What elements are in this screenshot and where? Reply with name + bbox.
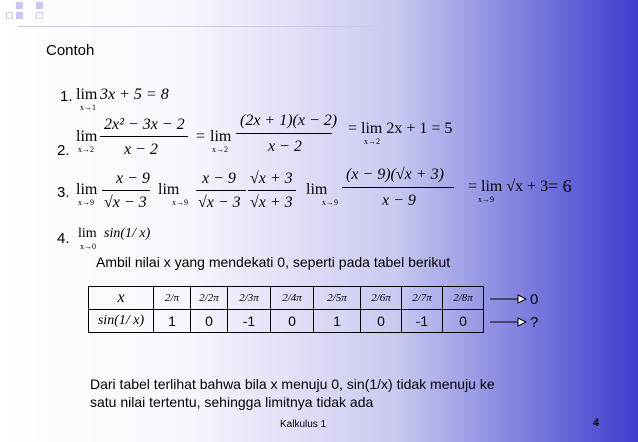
table-cell: 2/7π bbox=[402, 287, 443, 310]
eq3-den2b: √x + 3 bbox=[250, 194, 293, 211]
limit-x-value: 0 bbox=[530, 291, 539, 308]
eq2-den2: x − 2 bbox=[268, 138, 302, 155]
eq1-sub: x→1 bbox=[80, 103, 96, 112]
eq3-result: = 6 bbox=[548, 176, 572, 196]
eq4-sub: x→0 bbox=[80, 242, 96, 251]
eq3-sub-2: x→9 bbox=[172, 198, 188, 207]
table-cell: 2/6π bbox=[361, 287, 402, 310]
table-cell: 1 bbox=[154, 310, 191, 333]
eq3-num2a: x − 9 bbox=[202, 170, 236, 187]
eq3-lim-3: lim bbox=[306, 181, 328, 198]
values-table bbox=[88, 286, 484, 333]
eq3-den1: √x − 3 bbox=[104, 194, 147, 211]
intro-text: Ambil nilai x yang mendekati 0, seperti pada tabel berikut bbox=[96, 254, 451, 270]
item-number-2: 2. bbox=[57, 142, 70, 159]
eq3-num1: x − 9 bbox=[116, 170, 150, 187]
eq3-den2a: √x − 3 bbox=[198, 194, 241, 211]
eq2-sub-2: x→2 bbox=[212, 145, 228, 154]
conclusion-line-1: Dari tabel terlihat bahwa bila x menuju 0, sin(1/x) tidak menuju ke bbox=[90, 376, 495, 392]
eq2-lim-2: lim bbox=[210, 128, 232, 145]
eq2-lim: lim bbox=[76, 128, 98, 145]
eq3-fraction-bar-1 bbox=[102, 190, 150, 191]
table-row-x bbox=[89, 287, 484, 310]
eq3-fraction-bar-3 bbox=[342, 187, 454, 188]
eq3-fraction-bar-2b bbox=[248, 190, 296, 191]
table-cell: 1 bbox=[314, 310, 361, 333]
arrow-right-icon bbox=[488, 291, 528, 307]
eq4-expr: sin(1/ x) bbox=[104, 226, 151, 241]
eq2-sub: x→2 bbox=[78, 145, 94, 154]
eq1-expr: 3x + 5 = 8 bbox=[100, 86, 169, 103]
table-cell: 2/π bbox=[154, 287, 191, 310]
table-cell: -1 bbox=[402, 310, 443, 333]
eq2-fraction-bar-2 bbox=[236, 133, 332, 134]
eq2-num2: (2x + 1)(x − 2) bbox=[240, 112, 338, 129]
page-number: 4 bbox=[593, 417, 600, 429]
table-cell: 2/2π bbox=[191, 287, 228, 310]
table-cell: 2/3π bbox=[228, 287, 271, 310]
table-cell: 0 bbox=[191, 310, 228, 333]
table-cell: 0 bbox=[443, 310, 484, 333]
item-number-3: 3. bbox=[57, 184, 70, 201]
eq3-sub-4: x→9 bbox=[478, 195, 494, 204]
eq2-equals: = bbox=[196, 128, 206, 145]
table-row-sin bbox=[89, 310, 484, 333]
eq3-den3: x − 9 bbox=[382, 192, 416, 209]
eq3-fraction-bar-2a bbox=[196, 190, 246, 191]
item-number-4: 4. bbox=[57, 230, 70, 247]
eq3-sub-3: x→9 bbox=[322, 198, 338, 207]
table-label-sin: sin(1/ x) bbox=[89, 310, 154, 333]
eq2-final: = lim 2x + 1 = 5 bbox=[348, 120, 453, 137]
limit-sin-value: ? bbox=[530, 314, 539, 331]
footer-text: Kalkulus 1 bbox=[280, 419, 327, 430]
table-cell: -1 bbox=[228, 310, 271, 333]
eq3-num2b: √x + 3 bbox=[250, 170, 293, 187]
eq2-num1: 2x² − 3x − 2 bbox=[104, 116, 185, 133]
table-cell: 0 bbox=[361, 310, 402, 333]
item-number-1: 1. bbox=[60, 88, 73, 105]
eq2-fraction-bar-1 bbox=[100, 136, 188, 137]
eq2-sub-3: x→2 bbox=[364, 137, 380, 146]
table-cell: 2/5π bbox=[314, 287, 361, 310]
table-cell: 2/4π bbox=[271, 287, 314, 310]
arrow-right-icon bbox=[488, 314, 528, 330]
table-label-x: x bbox=[89, 287, 154, 310]
eq4-lim: lim bbox=[78, 226, 97, 241]
table-cell: 0 bbox=[271, 310, 314, 333]
eq3-lim: lim bbox=[76, 181, 98, 198]
slide-title: Contoh bbox=[46, 42, 95, 59]
table-cell: 2/8π bbox=[443, 287, 484, 310]
eq2-den1: x − 2 bbox=[124, 141, 158, 158]
conclusion-line-2: satu nilai tertentu, sehingga limitnya tidak ada bbox=[90, 394, 374, 410]
header-rule bbox=[18, 26, 378, 27]
eq1-lim: lim bbox=[76, 86, 98, 103]
eq3-lim-2: lim bbox=[158, 181, 180, 198]
eq3-sub: x→9 bbox=[78, 198, 94, 207]
eq3-num3: (x − 9)(√x + 3) bbox=[346, 166, 444, 183]
eq3-final: = lim √x + 3 bbox=[468, 178, 549, 195]
